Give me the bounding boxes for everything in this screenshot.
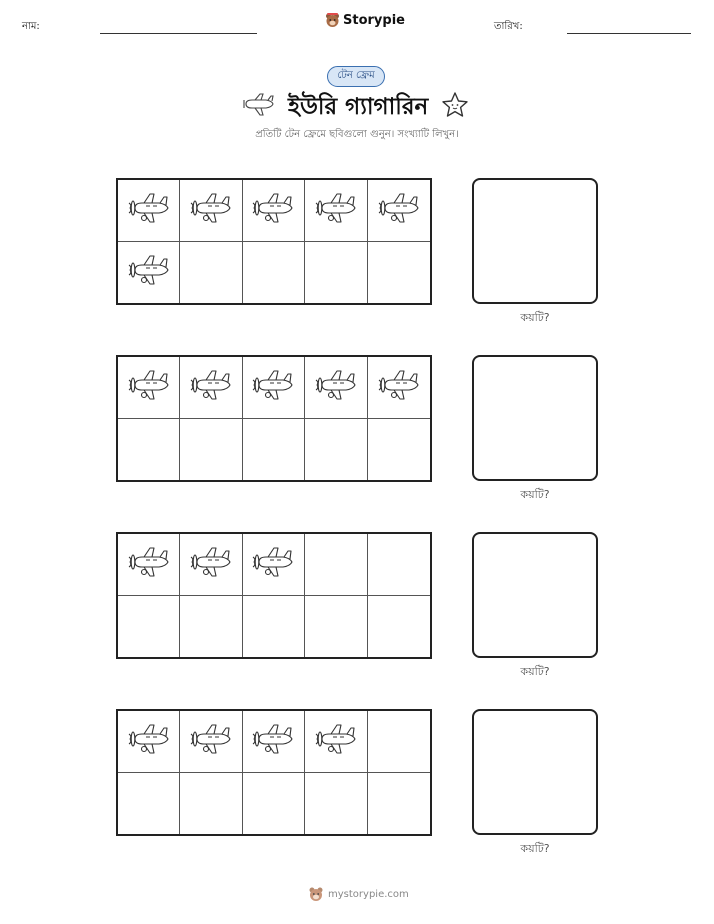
ten-frame-cell <box>118 242 180 304</box>
ten-frame-cell <box>243 242 305 304</box>
name-label: নাম: <box>22 21 40 32</box>
airplane-icon <box>313 189 359 231</box>
airplane-icon <box>126 543 172 585</box>
ten-frame-cell <box>368 180 430 242</box>
answer-box[interactable] <box>472 178 598 304</box>
star-icon <box>440 90 470 120</box>
footer <box>308 886 409 902</box>
brand-name: Storypie <box>343 12 405 28</box>
airplane-icon <box>376 189 422 231</box>
airplane-icon <box>313 720 359 762</box>
ten-frame-cell <box>118 357 180 419</box>
ten-frame-cell <box>118 596 180 658</box>
ten-frame-cell <box>368 596 430 658</box>
ten-frame-cell <box>243 180 305 242</box>
ten-frame-cell <box>305 711 367 773</box>
ten-frame-cell <box>305 596 367 658</box>
ten-frame-cell <box>243 596 305 658</box>
ten-frame-cell <box>243 711 305 773</box>
ten-frame-cell <box>305 419 367 481</box>
airplane-icon <box>188 543 234 585</box>
ten-frame-cell <box>243 534 305 596</box>
ten-frame-cell <box>180 357 242 419</box>
airplane-icon <box>250 720 296 762</box>
ten-frame-cell <box>180 773 242 835</box>
ten-frame-cell <box>305 180 367 242</box>
ten-frame <box>116 355 432 482</box>
how-many-label: কয়টি? <box>520 665 550 678</box>
airplane-icon <box>250 543 296 585</box>
airplane-icon <box>376 366 422 408</box>
ten-frame-cell <box>180 419 242 481</box>
how-many-label: কয়টি? <box>520 842 550 855</box>
answer-box[interactable] <box>472 355 598 481</box>
airplane-icon <box>250 189 296 231</box>
ten-frame-cell <box>180 534 242 596</box>
ten-frame-cell <box>305 357 367 419</box>
date-field[interactable] <box>567 33 691 34</box>
ten-frame <box>116 709 432 836</box>
instructions: প্রতিটি টেন ফ্রেমে ছবিগুলো গুনুন। সংখ্যাটি লিখুন। <box>255 129 459 140</box>
brand-logo <box>325 12 405 28</box>
airplane-icon <box>250 366 296 408</box>
how-many-label: কয়টি? <box>520 488 550 501</box>
ten-frame-cell <box>368 419 430 481</box>
ten-frame-cell <box>118 534 180 596</box>
airplane-icon <box>126 720 172 762</box>
airplane-icon <box>126 189 172 231</box>
ten-frame-cell <box>180 242 242 304</box>
airplane-doodle-icon <box>242 93 276 117</box>
bear-icon <box>308 886 324 902</box>
category-badge: টেন ফ্রেম <box>327 66 385 87</box>
airplane-icon <box>126 366 172 408</box>
ten-frame-cell <box>368 711 430 773</box>
ten-frame-cell <box>368 357 430 419</box>
airplane-icon <box>188 189 234 231</box>
footer-url[interactable]: mystorypie.com <box>328 888 409 900</box>
ten-frame-cell <box>180 711 242 773</box>
ten-frame-cell <box>243 357 305 419</box>
ten-frame-cell <box>368 242 430 304</box>
page-title: ইউরি গ্যাগারিন <box>288 94 429 120</box>
answer-box[interactable] <box>472 532 598 658</box>
bear-icon <box>325 12 340 28</box>
ten-frame-cell <box>180 180 242 242</box>
airplane-icon <box>313 366 359 408</box>
ten-frame-cell <box>118 180 180 242</box>
ten-frame-cell <box>368 773 430 835</box>
ten-frame-cell <box>305 773 367 835</box>
ten-frame-cell <box>243 419 305 481</box>
date-label: তারিখ: <box>494 21 523 32</box>
airplane-icon <box>188 720 234 762</box>
ten-frame-cell <box>180 596 242 658</box>
answer-box[interactable] <box>472 709 598 835</box>
ten-frame-cell <box>243 773 305 835</box>
ten-frame <box>116 532 432 659</box>
ten-frame-cell <box>118 773 180 835</box>
airplane-icon <box>126 251 172 293</box>
how-many-label: কয়টি? <box>520 311 550 324</box>
airplane-icon <box>188 366 234 408</box>
ten-frame-cell <box>368 534 430 596</box>
ten-frame-cell <box>305 534 367 596</box>
ten-frame <box>116 178 432 305</box>
ten-frame-cell <box>118 419 180 481</box>
name-field[interactable] <box>100 33 257 34</box>
ten-frame-cell <box>118 711 180 773</box>
ten-frame-cell <box>305 242 367 304</box>
